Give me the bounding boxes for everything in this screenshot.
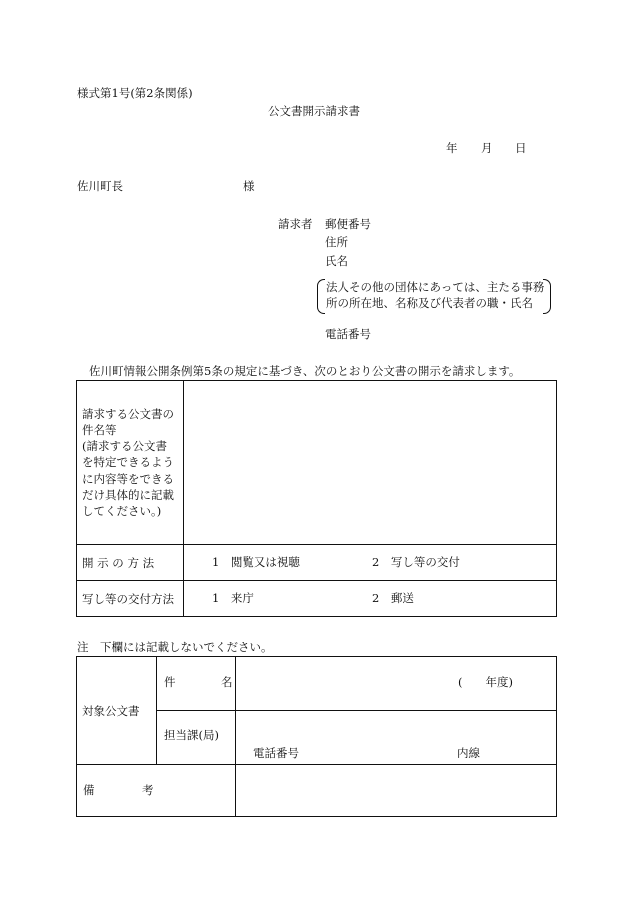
intro-text: 佐川町情報公開条例第5条の規定に基づき、次のとおり公文書の開示を請求します。 <box>89 364 521 378</box>
target-document-label: 対象公文書 <box>77 657 157 765</box>
disclosure-method-options <box>184 545 557 581</box>
office-subject-field <box>236 657 557 711</box>
copy-delivery-row <box>77 581 557 617</box>
addressee-honorific: 様 <box>243 179 255 193</box>
copy-delivery-options <box>184 581 557 617</box>
address-label: 住所 <box>325 235 348 249</box>
remarks-label-cell: 備 考 <box>77 765 236 817</box>
office-use-note: 注 下欄には記載しないでください。 <box>77 640 273 654</box>
office-subject-row <box>77 657 557 711</box>
fiscal-year-label: ( 年度) <box>458 675 513 689</box>
document-title: 公文書開示請求書 <box>268 104 360 118</box>
postal-code-label: 郵便番号 <box>325 217 371 231</box>
method-option-viewing[interactable]: 1 閲覧又は視聴 <box>212 555 300 569</box>
date-month: 月 <box>481 141 493 155</box>
form-number: 様式第1号(第2条関係) <box>77 86 193 100</box>
corp-note-line-1: 法人その他の団体にあっては、主たる事務 <box>326 280 545 294</box>
department-label: 担当課(局) <box>164 728 219 742</box>
request-table <box>76 380 557 617</box>
phone-label: 電話番号 <box>325 327 371 341</box>
disclosure-method-label: 開 示 の 方 法 <box>77 545 184 581</box>
disclosure-method-row <box>77 545 557 581</box>
addressee-name: 佐川町長 <box>77 179 123 193</box>
name-label: 氏名 <box>325 254 348 268</box>
date-day: 日 <box>515 141 527 155</box>
department-phone-label: 電話番号 <box>253 746 299 760</box>
copy-delivery-label: 写し等の交付方法 <box>77 581 184 617</box>
remarks-row <box>77 765 557 817</box>
department-field <box>236 711 557 765</box>
delivery-option-mail[interactable]: 2 郵送 <box>372 591 414 605</box>
corp-note-bracket-right <box>543 279 551 314</box>
corp-note-bracket-left <box>317 279 325 314</box>
requester-label: 請求者 <box>278 217 313 231</box>
extension-label: 内線 <box>457 746 480 760</box>
office-use-table <box>76 656 557 817</box>
method-option-copy[interactable]: 2 写し等の交付 <box>372 555 460 569</box>
office-subject-label: 件 名 <box>157 657 236 711</box>
document-subject-label: 請求する公文書の 件名等 (請求する公文書 を特定できるよう に内容等をできる だけ具体的に記載 してください。) <box>77 381 184 545</box>
document-subject-row <box>77 381 557 545</box>
document-subject-input-area[interactable] <box>184 381 557 545</box>
delivery-option-visit[interactable]: 1 来庁 <box>212 591 254 605</box>
remarks-field <box>236 765 557 817</box>
department-label-cell <box>157 711 236 765</box>
date-year: 年 <box>446 141 458 155</box>
corp-note-line-2: 所の所在地、名称及び代表者の職・氏名 <box>326 296 533 310</box>
